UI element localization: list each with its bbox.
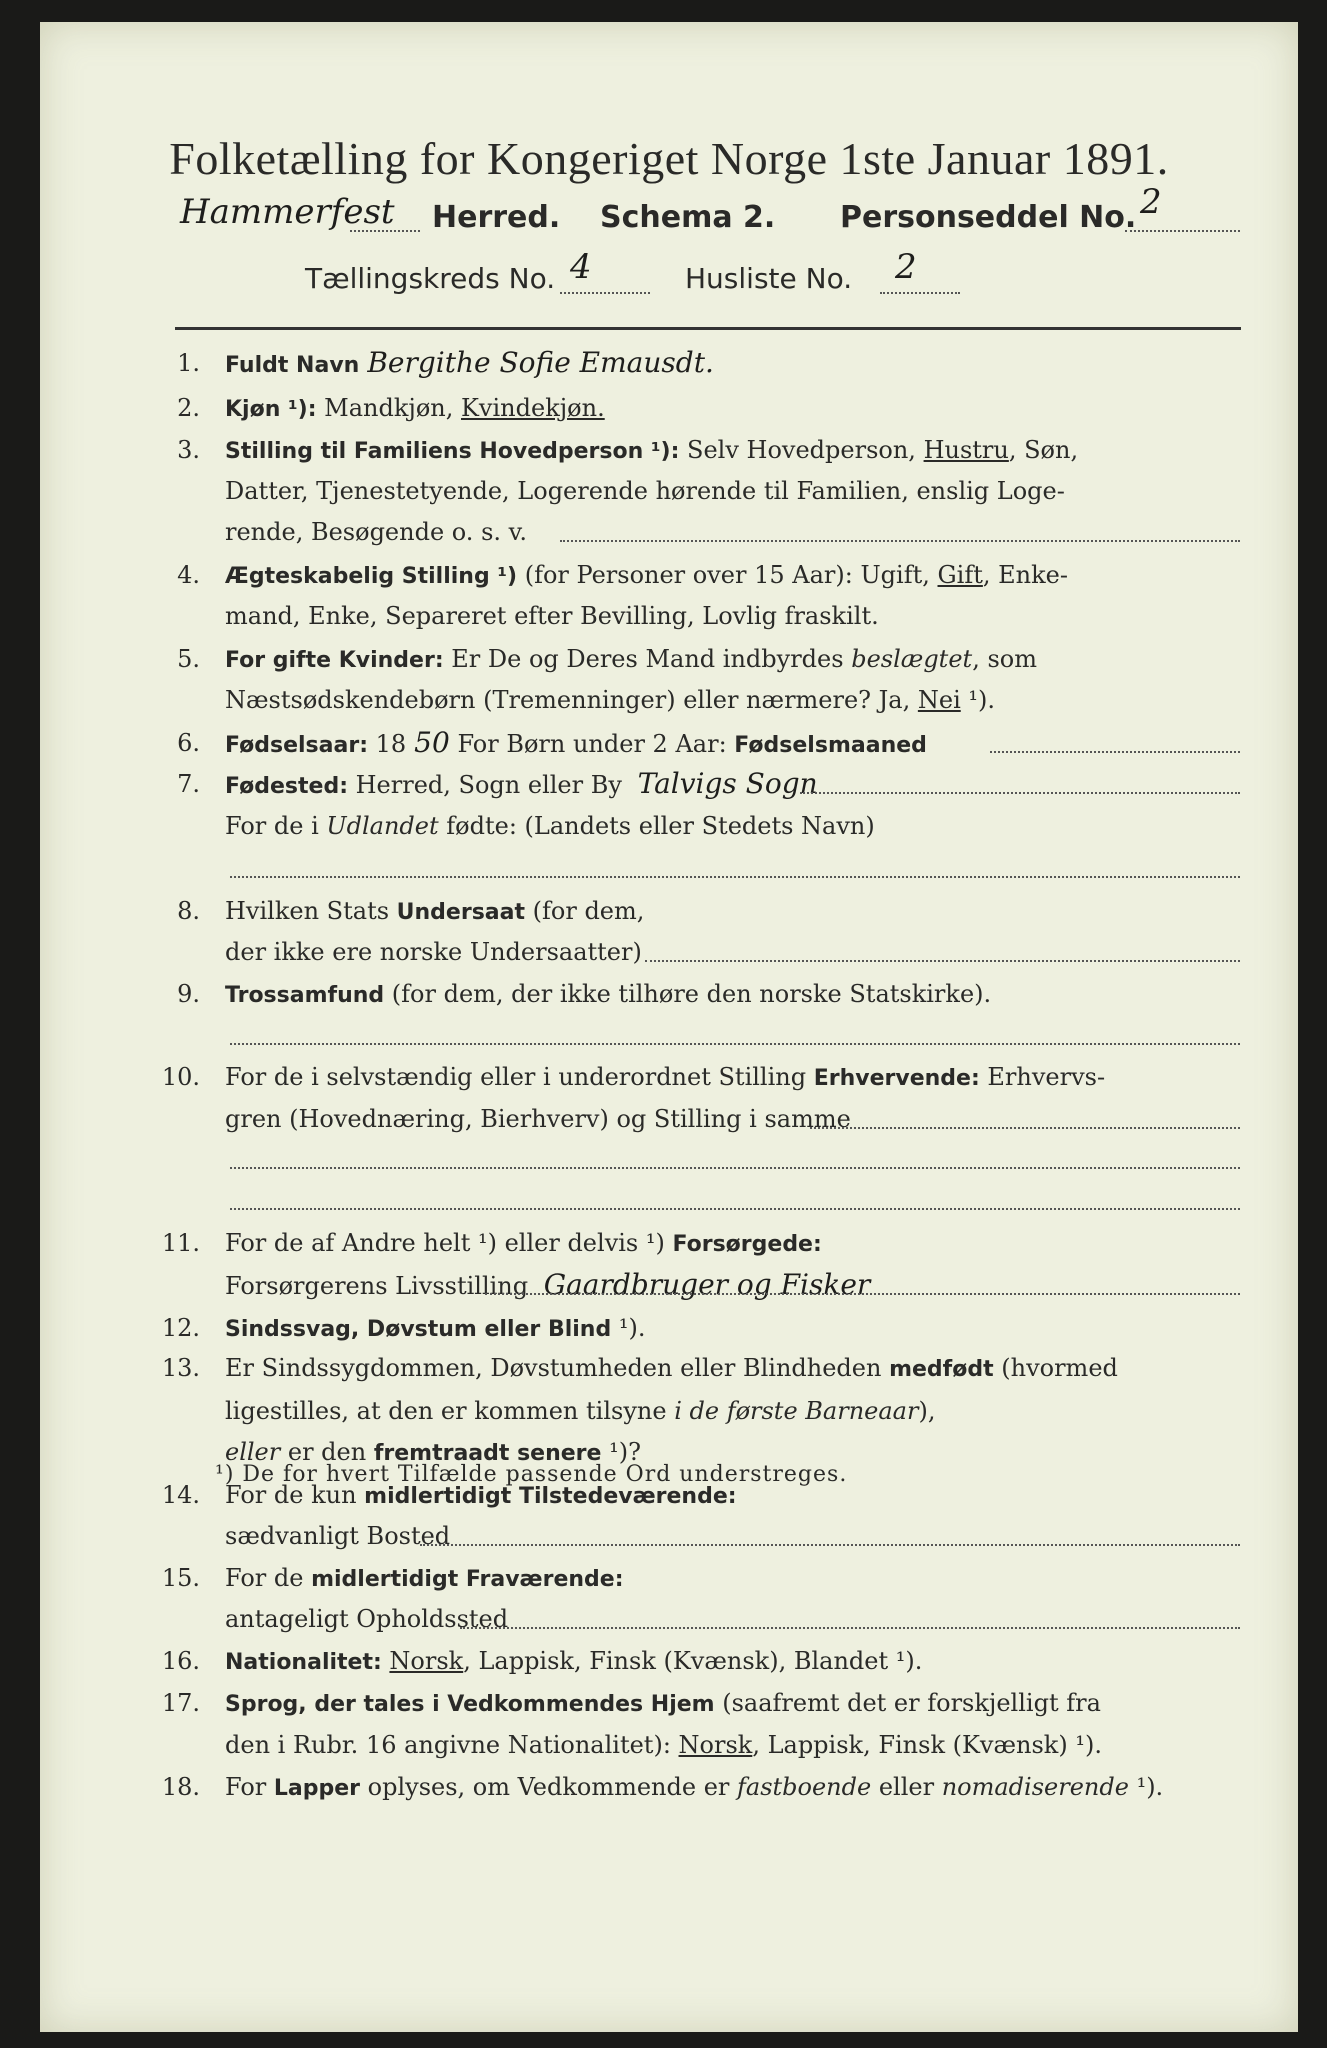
text-span: , Lappisk, Finsk (Kvænsk) ¹). bbox=[752, 1731, 1102, 1759]
question-row bbox=[40, 976, 1298, 1012]
herred-label: Herred. bbox=[432, 200, 561, 235]
text-span: Fødested: bbox=[225, 774, 348, 799]
question-text bbox=[225, 1769, 1163, 1807]
text-span: Forsørgerens Livsstilling bbox=[225, 1272, 536, 1300]
question-row bbox=[40, 934, 1298, 970]
text-span: , Lappisk, Finsk (Kvænsk), Blandet ¹). bbox=[463, 1647, 923, 1675]
personseddel-label: Personseddel No. bbox=[840, 200, 1137, 235]
answer-line bbox=[230, 1167, 1240, 1169]
text-span: der ikke ere norske Undersaatter) bbox=[225, 938, 642, 966]
answer-line bbox=[990, 751, 1240, 753]
answer-line bbox=[560, 540, 1240, 542]
text-span: Hustru bbox=[923, 436, 1009, 464]
answer-line bbox=[645, 960, 1240, 962]
question-text bbox=[225, 641, 1037, 679]
personseddel-value: 2 bbox=[1140, 182, 1162, 222]
handwritten-answer: Gaardbruger og Fisker bbox=[543, 1268, 871, 1301]
question-text bbox=[225, 598, 879, 634]
answer-line bbox=[800, 792, 1240, 794]
text-span: oplyses, om Vedkommende er bbox=[360, 1773, 737, 1801]
text-span: Erhvervende: bbox=[813, 1066, 980, 1091]
text-span: Er Sindssygdommen, Døvstumheden eller Blindheden bbox=[225, 1354, 890, 1382]
husliste-value: 2 bbox=[895, 247, 917, 287]
question-row bbox=[40, 1182, 1298, 1218]
text-span: midlertidigt Tilstedeværende: bbox=[364, 1484, 737, 1509]
handwritten-answer: 50 bbox=[414, 726, 450, 759]
answer-line bbox=[230, 876, 1240, 878]
question-row bbox=[40, 1560, 1298, 1596]
herred-value: Hammerfest bbox=[180, 192, 395, 232]
text-span: Nationalitet: bbox=[225, 1650, 382, 1675]
text-span: fødte: (Landets eller Stedets Navn) bbox=[438, 812, 875, 840]
question-number: 12. bbox=[161, 1314, 200, 1342]
question-text bbox=[225, 432, 1078, 470]
question-text bbox=[225, 1225, 822, 1263]
question-row bbox=[40, 1267, 1298, 1303]
question-row bbox=[40, 1101, 1298, 1137]
text-span: Norsk bbox=[389, 1647, 464, 1675]
question-row bbox=[40, 893, 1298, 929]
text-span: er den bbox=[280, 1438, 374, 1466]
question-number: 2. bbox=[177, 394, 200, 422]
question-text bbox=[225, 390, 605, 428]
question-number: 11. bbox=[161, 1229, 200, 1257]
text-span: Hvilken Stats bbox=[225, 897, 397, 925]
question-number: 15. bbox=[161, 1564, 200, 1592]
text-span: Herred, Sogn eller By bbox=[348, 771, 630, 799]
question-row bbox=[40, 682, 1298, 718]
question-row bbox=[40, 1727, 1298, 1763]
question-text bbox=[225, 682, 995, 718]
question-text bbox=[225, 808, 875, 844]
text-span: Ægteskabelig Stilling ¹) bbox=[225, 564, 518, 589]
question-text bbox=[225, 893, 644, 931]
question-text bbox=[225, 1059, 1105, 1097]
text-span: , Enke- bbox=[982, 561, 1068, 589]
text-span: Gift bbox=[937, 561, 983, 589]
text-span: mand, Enke, Separeret efter Bevilling, Lovlig fraskilt. bbox=[225, 602, 879, 630]
question-number: 13. bbox=[161, 1354, 200, 1382]
question-row bbox=[40, 557, 1298, 593]
text-span: den i Rubr. 16 angivne Nationalitet): bbox=[225, 1731, 679, 1759]
form-title: Folketælling for Kongeriget Norge 1ste Januar 1891. bbox=[169, 133, 1169, 184]
question-text bbox=[225, 1685, 1101, 1723]
question-number: 8. bbox=[177, 897, 200, 925]
text-span: beslægtet bbox=[851, 645, 973, 673]
text-span: i de første Barneaar bbox=[674, 1397, 919, 1425]
text-span: Norsk bbox=[678, 1731, 753, 1759]
question-text bbox=[225, 725, 927, 764]
text-span: Fødselsmaaned bbox=[734, 733, 927, 758]
question-text bbox=[225, 1350, 1118, 1388]
text-span: eller bbox=[225, 1438, 281, 1466]
question-row bbox=[40, 514, 1298, 550]
question-row bbox=[40, 1017, 1298, 1053]
question-number: 17. bbox=[161, 1689, 200, 1717]
text-span: Erhvervs- bbox=[979, 1063, 1106, 1091]
question-row bbox=[40, 345, 1298, 381]
text-span: ¹). bbox=[960, 686, 995, 714]
handwritten-answer: Bergithe Sofie Emausdt. bbox=[367, 346, 714, 379]
question-text bbox=[225, 1601, 508, 1637]
text-span: (for Personer over 15 Aar): Ugift, bbox=[517, 561, 938, 589]
question-text bbox=[225, 514, 527, 550]
text-span: midlertidigt Fraværende: bbox=[311, 1567, 624, 1592]
text-span: Trossamfund bbox=[225, 983, 385, 1008]
question-text bbox=[225, 1267, 870, 1304]
question-number: 5. bbox=[177, 645, 200, 673]
text-span: , som bbox=[972, 645, 1037, 673]
husliste-label: Husliste No. bbox=[685, 262, 853, 295]
text-span: ¹). bbox=[611, 1314, 646, 1342]
question-text bbox=[225, 1518, 450, 1554]
answer-line bbox=[230, 1043, 1240, 1045]
text-span: For de i bbox=[225, 812, 327, 840]
handwritten-answer: Talvigs Sogn bbox=[637, 767, 818, 800]
text-span: medfødt bbox=[889, 1357, 994, 1382]
text-span: Er De og Deres Mand indbyrdes bbox=[443, 645, 852, 673]
footnote: ¹) De for hvert Tilfælde passende Ord understreges. bbox=[215, 1462, 848, 1487]
question-row bbox=[40, 1393, 1298, 1429]
question-row bbox=[40, 766, 1298, 802]
question-row bbox=[40, 1225, 1298, 1261]
question-row bbox=[40, 1310, 1298, 1346]
question-row bbox=[40, 725, 1298, 761]
header-rule bbox=[175, 327, 1241, 330]
question-row bbox=[40, 1601, 1298, 1637]
question-text bbox=[225, 557, 1068, 595]
question-text bbox=[225, 345, 714, 384]
text-span: Mandkjøn, bbox=[316, 394, 461, 422]
census-form bbox=[40, 22, 1298, 2032]
text-span: Lapper bbox=[273, 1776, 361, 1801]
question-number: 14. bbox=[161, 1481, 200, 1509]
question-text bbox=[225, 473, 1065, 509]
question-row bbox=[40, 1518, 1298, 1554]
text-span: Datter, Tjenestetyende, Logerende hørende til Familien, enslig Loge- bbox=[225, 477, 1065, 505]
question-number: 18. bbox=[161, 1773, 200, 1801]
text-span: Selv Hovedperson, bbox=[679, 436, 924, 464]
text-span: (saafremt det er forskjelligt fra bbox=[714, 1689, 1101, 1717]
text-span: Næstsødskendebørn (Tremenninger) eller nærmere? Ja, bbox=[225, 686, 918, 714]
question-row bbox=[40, 1769, 1298, 1805]
question-text bbox=[225, 766, 818, 805]
kreds-value: 4 bbox=[570, 247, 592, 287]
text-span: For Børn under 2 Aar: bbox=[449, 730, 735, 758]
text-span: For de kun bbox=[225, 1481, 365, 1509]
question-text bbox=[225, 1643, 922, 1681]
text-span: nomadiserende bbox=[941, 1773, 1129, 1801]
text-span: For de af Andre helt ¹) eller delvis ¹) bbox=[225, 1229, 673, 1257]
answer-line bbox=[485, 1293, 1240, 1295]
question-text bbox=[225, 1727, 1102, 1763]
text-span: ¹). bbox=[1128, 1773, 1164, 1801]
question-number: 1. bbox=[177, 349, 200, 377]
question-row bbox=[40, 432, 1298, 468]
text-span: ), bbox=[918, 1397, 936, 1425]
text-span: (for dem, bbox=[525, 897, 645, 925]
answer-line bbox=[230, 1208, 1240, 1210]
question-text bbox=[225, 1101, 851, 1137]
text-span: Fuldt Navn bbox=[225, 353, 360, 378]
text-span: For de i selvstændig eller i underordnet Stilling bbox=[225, 1063, 814, 1091]
question-text bbox=[225, 1310, 645, 1348]
text-span: 18 bbox=[368, 730, 407, 758]
question-number: 10. bbox=[161, 1063, 200, 1091]
text-span: For bbox=[225, 1773, 274, 1801]
text-span: Stilling til Familiens Hovedperson ¹): bbox=[225, 439, 680, 464]
text-span: (for dem, der ikke tilhøre den norske Statskirke). bbox=[384, 980, 992, 1008]
text-span: For gifte Kvinder: bbox=[225, 648, 444, 673]
question-row bbox=[40, 808, 1298, 844]
question-text bbox=[225, 1393, 935, 1429]
text-span: Fødselsaar: bbox=[225, 733, 368, 758]
question-row bbox=[40, 598, 1298, 634]
question-number: 7. bbox=[177, 770, 200, 798]
text-span: (hvormed bbox=[993, 1354, 1118, 1382]
question-text bbox=[225, 1560, 624, 1598]
text-span: Nei bbox=[917, 686, 961, 714]
question-text bbox=[225, 934, 642, 970]
question-number: 4. bbox=[177, 561, 200, 589]
text-span: rende, Besøgende o. s. v. bbox=[225, 518, 527, 546]
schema-label: Schema 2. bbox=[600, 200, 776, 235]
text-span: gren (Hovednæring, Bierhverv) og Stilling i samme bbox=[225, 1105, 851, 1133]
text-span: antageligt Opholdssted bbox=[225, 1605, 509, 1633]
question-number: 9. bbox=[177, 980, 200, 1008]
question-row bbox=[40, 1350, 1298, 1386]
question-number: 6. bbox=[177, 729, 200, 757]
answer-line bbox=[810, 1127, 1240, 1129]
text-span: Kvindekjøn. bbox=[461, 394, 605, 422]
question-number: 16. bbox=[161, 1647, 200, 1675]
question-row bbox=[40, 641, 1298, 677]
text-span: ¹)? bbox=[601, 1438, 641, 1466]
text-span: Forsørgede: bbox=[672, 1232, 822, 1257]
question-row bbox=[40, 1685, 1298, 1721]
question-number: 3. bbox=[177, 436, 200, 464]
text-span: fremtraadt senere bbox=[373, 1441, 602, 1466]
text-span: ligestilles, at den er kommen tilsyne bbox=[225, 1397, 675, 1425]
text-span: Undersaat bbox=[396, 900, 526, 925]
question-row bbox=[40, 1643, 1298, 1679]
text-span: Kjøn ¹): bbox=[225, 397, 317, 422]
text-span: Sprog, der tales i Vedkommendes Hjem bbox=[225, 1692, 715, 1717]
answer-line bbox=[460, 1627, 1240, 1629]
question-row bbox=[40, 850, 1298, 886]
text-span: Udlandet bbox=[326, 812, 439, 840]
question-text bbox=[225, 976, 991, 1014]
text-span: sædvanligt Bosted bbox=[225, 1522, 451, 1550]
kreds-label: Tællingskreds No. bbox=[305, 262, 556, 295]
text-span: For de bbox=[225, 1564, 312, 1592]
text-span: , Søn, bbox=[1008, 436, 1079, 464]
question-row bbox=[40, 1141, 1298, 1177]
text-span: fastboende bbox=[737, 1773, 872, 1801]
text-span: eller bbox=[871, 1773, 942, 1801]
question-row bbox=[40, 390, 1298, 426]
answer-line bbox=[420, 1544, 1240, 1546]
question-row bbox=[40, 473, 1298, 509]
question-row bbox=[40, 1059, 1298, 1095]
text-span: Sindssvag, Døvstum eller Blind bbox=[225, 1317, 612, 1342]
